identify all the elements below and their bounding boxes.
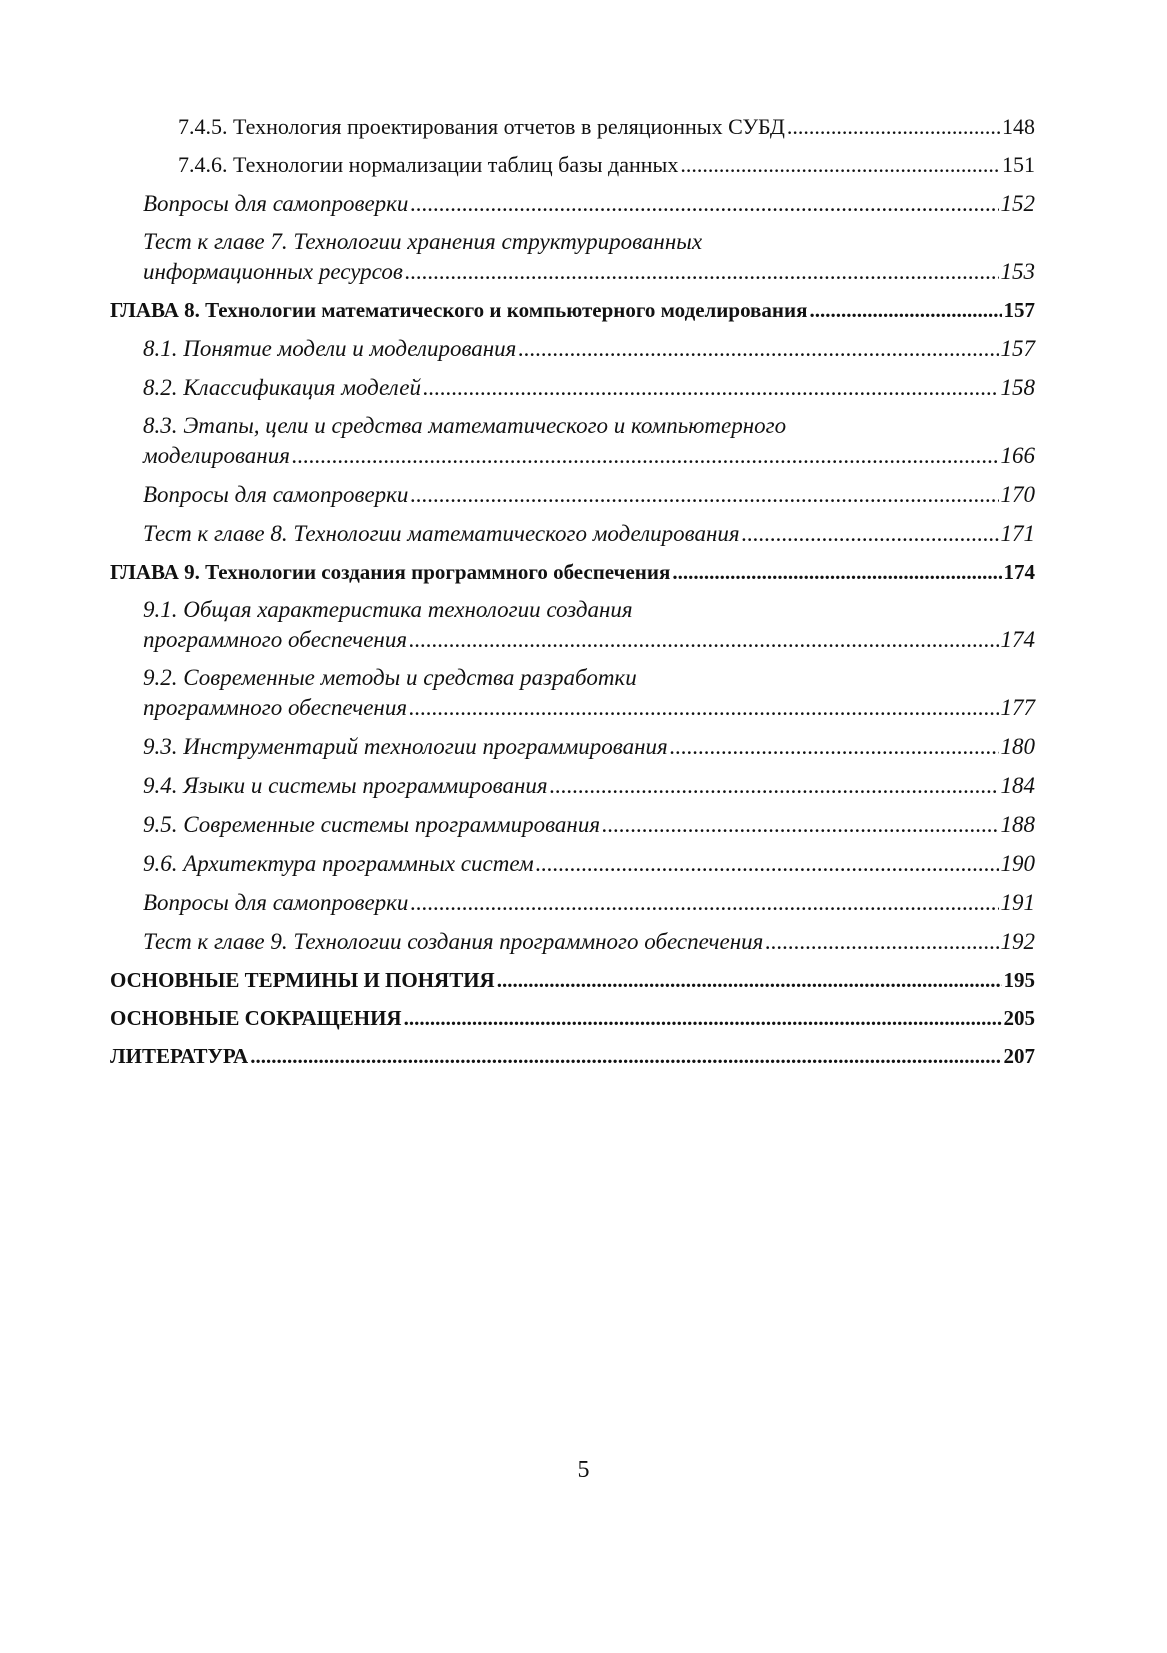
toc-entry[interactable]: [143, 591, 1035, 659]
toc-entry-page: 191: [1000, 890, 1035, 915]
toc-entry-title: 7.4.5. Технология проектирования отчетов в реляционных СУБД: [178, 114, 785, 139]
dot-leader: [292, 441, 999, 471]
toc-entry[interactable]: [143, 805, 1035, 844]
toc-entry-title: Тест к главе 8. Технологии математического моделирования: [143, 521, 740, 546]
table-of-contents: [110, 108, 1035, 1075]
toc-entry[interactable]: [178, 108, 1035, 146]
toc-entry-title: информационных ресурсов: [143, 259, 403, 284]
toc-entry[interactable]: [143, 368, 1035, 407]
toc-entry[interactable]: [110, 999, 1035, 1037]
toc-entry[interactable]: [143, 766, 1035, 805]
dot-leader: [410, 184, 998, 223]
toc-entry-title-line: 9.1. Общая характеристика технологии создания: [143, 597, 633, 622]
toc-entry[interactable]: [143, 844, 1035, 883]
toc-entry-title-line: 9.2. Современные методы и средства разработки: [143, 665, 637, 690]
toc-entry-page: 157: [1003, 298, 1035, 322]
toc-entry-page: 180: [1000, 734, 1035, 759]
dot-leader: [765, 922, 998, 961]
dot-leader: [672, 553, 1001, 591]
toc-entry[interactable]: [178, 146, 1035, 184]
toc-entry[interactable]: [143, 475, 1035, 514]
toc-entry[interactable]: [143, 514, 1035, 553]
dot-leader: [409, 625, 998, 655]
dot-leader: [742, 514, 999, 553]
dot-leader: [409, 693, 998, 723]
dot-leader: [680, 146, 1000, 184]
toc-entry[interactable]: [110, 291, 1035, 329]
toc-entry-title: 8.1. Понятие модели и моделирования: [143, 336, 517, 361]
toc-entry-page: 158: [1000, 375, 1035, 400]
toc-entry[interactable]: [143, 883, 1035, 922]
toc-entry[interactable]: [143, 184, 1035, 223]
dot-leader: [410, 883, 998, 922]
toc-entry[interactable]: [110, 1037, 1035, 1075]
toc-entry-title: Тест к главе 9. Технологии создания программного обеспечения: [143, 929, 764, 954]
toc-entry-page: 205: [1003, 1006, 1035, 1030]
toc-entry-title: моделирования: [143, 443, 290, 468]
toc-entry-title: 9.4. Языки и системы программирования: [143, 773, 548, 798]
toc-entry-page: 171: [1000, 521, 1035, 546]
toc-entry[interactable]: [143, 659, 1035, 727]
toc-entry[interactable]: [143, 329, 1035, 368]
toc-entry[interactable]: [143, 922, 1035, 961]
toc-entry-title: ЛИТЕРАТУРА: [110, 1044, 249, 1068]
toc-entry-title: 9.3. Инструментарий технологии программирования: [143, 734, 668, 759]
toc-entry-page: 151: [1002, 152, 1035, 177]
toc-entry-title: 9.5. Современные системы программирования: [143, 812, 601, 837]
dot-leader: [404, 999, 1002, 1037]
toc-entry-title: Вопросы для самопроверки: [143, 191, 409, 216]
toc-entry-title: ГЛАВА 9. Технологии создания программного обеспечения: [110, 560, 671, 584]
toc-entry-title: ОСНОВНЫЕ СОКРАЩЕНИЯ: [110, 1006, 402, 1030]
dot-leader: [518, 329, 998, 368]
toc-entry-page: 188: [1000, 812, 1035, 837]
dot-leader: [410, 475, 998, 514]
dot-leader: [405, 257, 999, 287]
toc-entry-title: 9.6. Архитектура программных систем: [143, 851, 534, 876]
toc-entry[interactable]: [110, 961, 1035, 999]
dot-leader: [670, 727, 999, 766]
toc-entry-page: 152: [1000, 191, 1035, 216]
toc-entry-page: 166: [1000, 443, 1035, 468]
toc-entry-title: Вопросы для самопроверки: [143, 890, 409, 915]
toc-entry-page: 184: [1000, 773, 1035, 798]
toc-entry-title: 8.2. Классификация моделей: [143, 375, 421, 400]
toc-entry-page: 174: [1000, 627, 1035, 652]
toc-entry-page: 157: [1000, 336, 1035, 361]
toc-entry-title: 7.4.6. Технологии нормализации таблиц базы данных: [178, 152, 679, 177]
toc-entry[interactable]: [143, 223, 1035, 291]
dot-leader: [497, 961, 1002, 999]
toc-entry[interactable]: [110, 553, 1035, 591]
toc-entry-title: программного обеспечения: [143, 695, 408, 720]
toc-entry-title: ОСНОВНЫЕ ТЕРМИНЫ И ПОНЯТИЯ: [110, 968, 495, 992]
toc-entry-page: 192: [1000, 929, 1035, 954]
dot-leader: [536, 844, 999, 883]
toc-entry-page: 153: [1000, 259, 1035, 284]
toc-entry-page: 170: [1000, 482, 1035, 507]
toc-entry-page: 148: [1002, 114, 1035, 139]
toc-entry-page: 174: [1003, 560, 1035, 584]
toc-entry-page: 207: [1003, 1044, 1035, 1068]
toc-entry-page: 177: [1000, 695, 1035, 720]
dot-leader: [550, 766, 999, 805]
toc-entry[interactable]: [143, 727, 1035, 766]
dot-leader: [809, 291, 1001, 329]
toc-entry-title-line: 8.3. Этапы, цели и средства математического и компьютерного: [143, 413, 787, 438]
toc-entry-title: программного обеспечения: [143, 627, 408, 652]
dot-leader: [787, 108, 1000, 146]
toc-entry-page: 195: [1003, 968, 1035, 992]
toc-entry-title-line: Тест к главе 7. Технологии хранения структурированных: [143, 229, 703, 254]
dot-leader: [423, 368, 999, 407]
toc-entry[interactable]: [143, 407, 1035, 475]
toc-entry-title: Вопросы для самопроверки: [143, 482, 409, 507]
dot-leader: [602, 805, 998, 844]
toc-entry-title: ГЛАВА 8. Технологии математического и компьютерного моделирования: [110, 298, 808, 322]
toc-entry-page: 190: [1000, 851, 1035, 876]
dot-leader: [250, 1037, 1001, 1075]
page-number: 5: [577, 1457, 590, 1483]
